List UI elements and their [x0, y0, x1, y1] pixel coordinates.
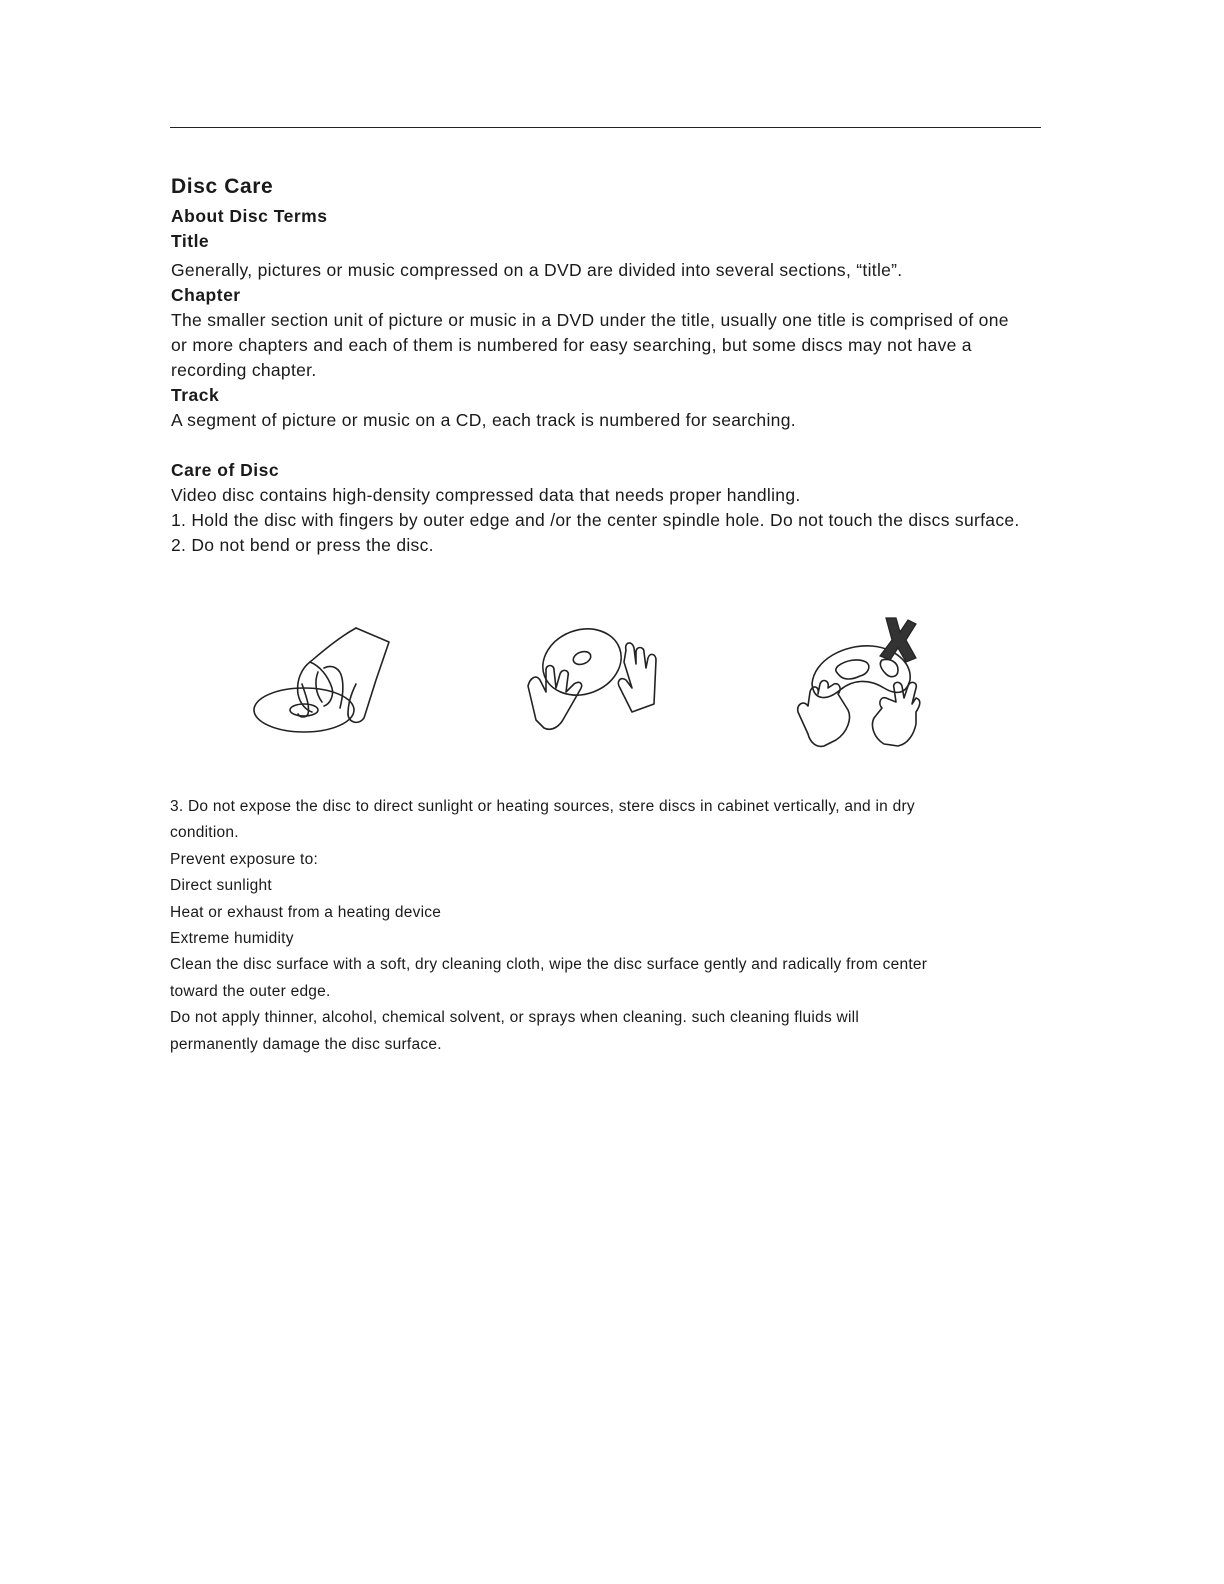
chapter-line: The smaller section unit of picture or music in a DVD under the title, usually one title is comprised of one: [171, 310, 1009, 330]
figure-hold-edge: [524, 622, 664, 734]
disc-care-section: [171, 174, 1131, 558]
figure-hold-center: [248, 622, 398, 740]
track-term-heading: Track: [171, 385, 220, 405]
about-terms-heading: About Disc Terms: [171, 206, 328, 226]
exposure-item: Direct sunlight: [170, 877, 272, 895]
fig1-icon: [248, 622, 398, 740]
chapter-term-heading: Chapter: [171, 285, 241, 305]
chapter-line: or more chapters and each of them is numbered for easy searching, but some discs may not have a: [171, 335, 972, 355]
care-item-2: 2. Do not bend or press the disc.: [171, 535, 434, 555]
exposure-item: Extreme humidity: [170, 930, 294, 948]
title-term-heading: Title: [171, 231, 210, 251]
care-intro: Video disc contains high-density compressed data that needs proper handling.: [171, 485, 801, 505]
prevent-label: Prevent exposure to:: [170, 850, 319, 868]
exposure-item: Heat or exhaust from a heating device: [170, 903, 442, 921]
page-title: Disc Care: [171, 175, 274, 198]
track-term-text: A segment of picture or music on a CD, each track is numbered for searching.: [171, 410, 796, 430]
figure-bend-crossed: [794, 614, 928, 750]
care-item-3-line: condition.: [170, 824, 239, 842]
solvent-warning-line: permanently damage the disc surface.: [170, 1035, 442, 1053]
header-rule: [170, 127, 1041, 128]
fig3-icon: [794, 614, 928, 750]
title-term-text: Generally, pictures or music compressed on a DVD are divided into several sections, “title”.: [171, 260, 903, 280]
care-notes: [170, 794, 1130, 1058]
fig2-icon: [524, 622, 664, 734]
care-item-3-line: 3. Do not expose the disc to direct sunlight or heating sources, stere discs in cabinet vertically, and in dry: [170, 798, 915, 815]
chapter-term-text: [171, 308, 1131, 383]
solvent-warning-line: Do not apply thinner, alcohol, chemical solvent, or sprays when cleaning. such cleaning fluids will: [170, 1009, 860, 1027]
care-item-1: 1. Hold the disc with fingers by outer edge and /or the center spindle hole. Do not touch the discs surface.: [171, 510, 1020, 530]
clean-instruction-line: toward the outer edge.: [170, 982, 331, 1000]
clean-instruction-line: Clean the disc surface with a soft, dry cleaning cloth, wipe the disc surface gently and radically from center: [170, 956, 928, 974]
care-heading: Care of Disc: [171, 460, 280, 480]
chapter-line: recording chapter.: [171, 360, 317, 380]
